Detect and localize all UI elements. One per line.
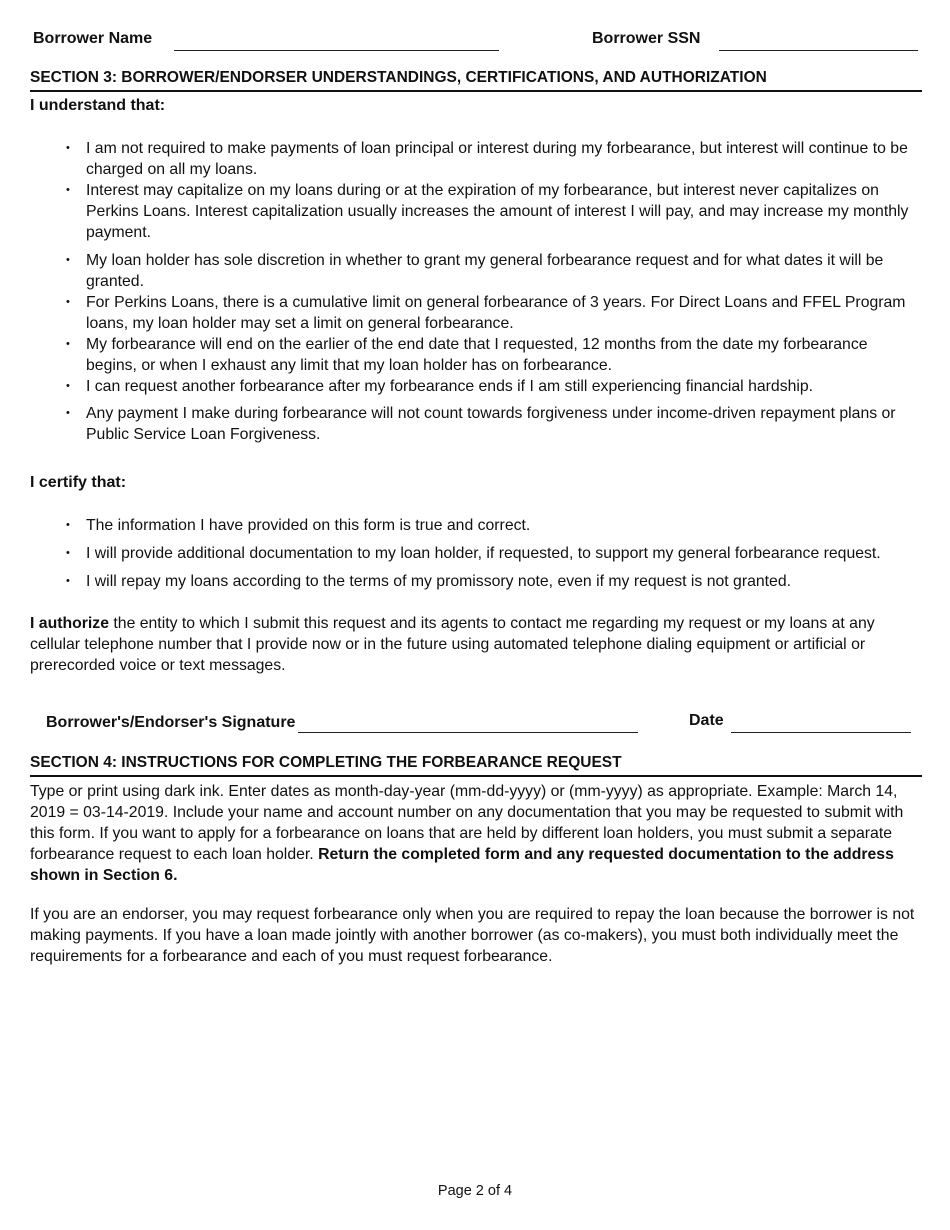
borrower-name-label: Borrower Name	[33, 30, 153, 47]
instructions-bold: Return the completed form and any requested documentation to the address shown in Section 6.	[30, 846, 894, 884]
instructions-text: Type or print using dark ink. Enter dates as month-day-year (mm-dd-yyyy) or (mm-yyyy) as appropriate. Example: March 14, 2019 = 03-14-2019. Include your name and account number on any documentation that you may be requested to submit with this form. If you want to apply for a forbearance on loans that are held by different loan holders, you must submit a separate forbearance request to each loan holder.	[30, 783, 904, 863]
certify-list-1	[66, 515, 922, 536]
understand-item: • I am not required to make payments of loan principal or interest during my forbearance, but interest will continue to be charged on all my loans.	[66, 138, 922, 180]
page-number: Page 2 of 4	[437, 1183, 513, 1199]
understand-list-5	[66, 334, 922, 376]
understand-item: • My forbearance will end on the earlier of the end date that I requested, 12 months from the date my forbearance begins, or when I exhaust any limit that my loan holder has on forbearance.	[66, 334, 922, 376]
authorization-paragraph	[30, 613, 922, 676]
understand-list-3	[66, 250, 922, 292]
instructions-paragraph	[30, 781, 922, 886]
authorize-bold: I authorize	[30, 615, 109, 632]
section-3-title: SECTION 3: BORROWER/ENDORSER UNDERSTANDINGS, CERTIFICATIONS, AND AUTHORIZATION	[30, 69, 922, 92]
understand-item: • My loan holder has sole discretion in whether to grant my general forbearance request and for what dates it will be granted.	[66, 250, 922, 292]
certify-item: • The information I have provided on this form is true and correct.	[66, 515, 922, 536]
understand-item: • For Perkins Loans, there is a cumulative limit on general forbearance of 3 years. For Direct Loans and FFEL Program loans, my loan holder may set a limit on general forbearance.	[66, 292, 922, 334]
certify-list-2	[66, 543, 922, 564]
borrower-name-field[interactable]	[174, 50, 499, 51]
certify-heading: I certify that:	[30, 474, 127, 491]
understand-item: • Interest may capitalize on my loans during or at the expiration of my forbearance, but interest never capitalizes on Perkins Loans. Interest capitalization usually increases the amount of interest I will pay, and may increase my monthly payment.	[66, 180, 922, 243]
borrower-ssn-label: Borrower SSN	[592, 30, 701, 47]
understand-item: • Any payment I make during forbearance will not count towards forgiveness under income-driven repayment plans or Public Service Loan Forgiveness.	[66, 403, 922, 445]
borrower-ssn-field[interactable]	[719, 50, 918, 51]
understand-item: • I can request another forbearance after my forbearance ends if I am still experiencing financial hardship.	[66, 376, 922, 397]
certify-item: • I will provide additional documentation to my loan holder, if requested, to support my general forbearance request.	[66, 543, 922, 564]
section-4-title: SECTION 4: INSTRUCTIONS FOR COMPLETING THE FORBEARANCE REQUEST	[30, 754, 922, 777]
endorser-paragraph: If you are an endorser, you may request forbearance only when you are required to repay the loan because the borrower is not making payments. If you have a loan made jointly with another borrower (as co-makers), you must both individually meet the requirements for a forbearance and each of you must request forbearance.	[30, 906, 915, 965]
authorize-text: the entity to which I submit this request and its agents to contact me regarding my request or my loans at any cellular telephone number that I provide now or in the future using automated telephone dialing equipment or artificial or prerecorded voice or text messages.	[30, 615, 875, 674]
understand-list-7	[66, 403, 922, 445]
signature-label: Borrower's/Endorser's Signature	[46, 714, 296, 731]
understand-heading: I understand that:	[30, 97, 166, 114]
understand-list-4	[66, 292, 922, 334]
date-field[interactable]	[731, 732, 911, 733]
understand-list-6	[66, 376, 922, 397]
date-label: Date	[689, 712, 724, 729]
certify-list-3	[66, 571, 922, 592]
understand-list-1	[66, 138, 922, 180]
understand-list-2	[66, 180, 922, 243]
signature-field[interactable]	[298, 732, 638, 733]
certify-item: • I will repay my loans according to the terms of my promissory note, even if my request is not granted.	[66, 571, 922, 592]
